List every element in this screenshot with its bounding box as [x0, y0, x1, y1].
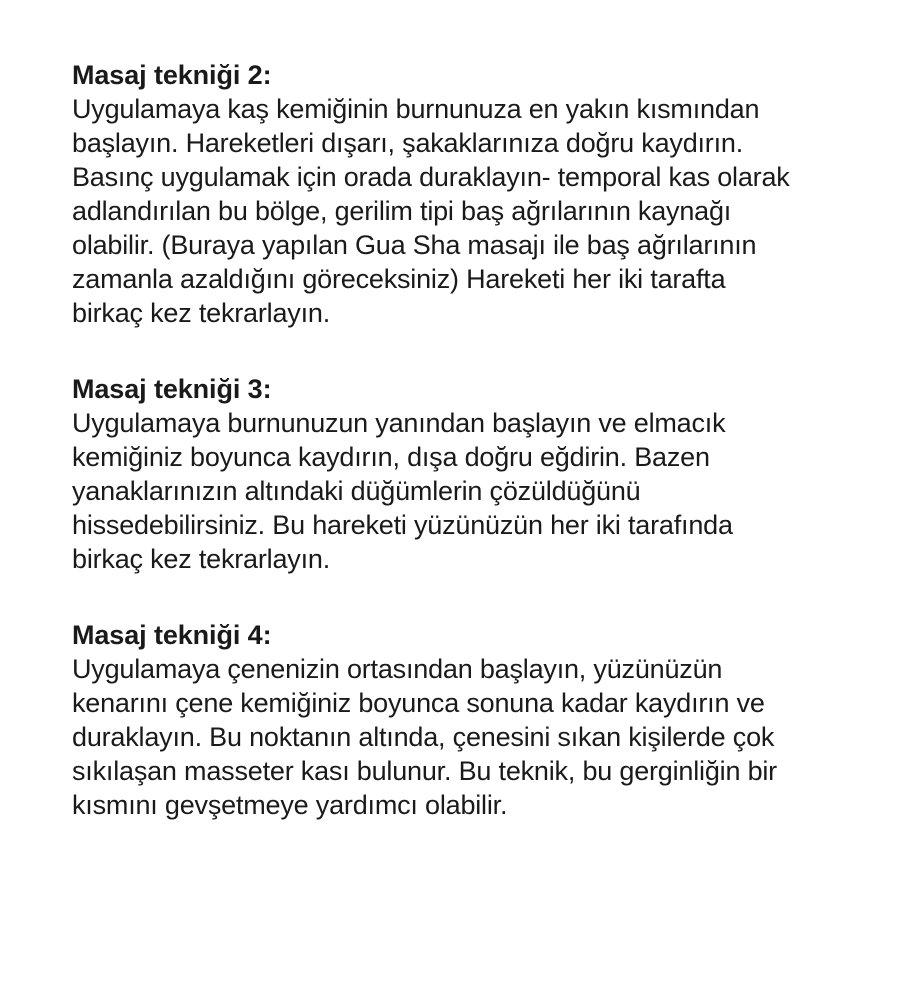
text-line: Uygulamaya çenenizin ortasından başlayın, yüzünüzün [72, 654, 723, 684]
section-title: Masaj tekniği 2: [72, 60, 272, 90]
text-line: Basınç uygulamak için orada duraklayın- temporal kas olarak [72, 162, 790, 192]
text-line: Uygulamaya burnunuzun yanından başlayın ve elmacık [72, 408, 726, 438]
text-line: sıkılaşan masseter kası bulunur. Bu teknik, bu gerginliğin bir [72, 756, 777, 786]
text-line: kısmını gevşetmeye yardımcı olabilir. [72, 790, 508, 820]
text-line: Uygulamaya kaş kemiğinin burnunuza en yakın kısmından [72, 94, 760, 124]
section-body [72, 92, 882, 330]
text-line: adlandırılan bu bölge, gerilim tipi baş ağrılarının kaynağı [72, 196, 732, 226]
text-line: hissedebilirsiniz. Bu hareketi yüzünüzün her iki tarafında [72, 510, 733, 540]
section-technique-2 [72, 58, 882, 330]
text-line: duraklayın. Bu noktanın altında, çenesini sıkan kişilerde çok [72, 722, 775, 752]
text-line: olabilir. (Buraya yapılan Gua Sha masajı ile baş ağrılarının [72, 230, 757, 260]
section-body [72, 652, 882, 822]
section-body [72, 406, 882, 576]
text-line: başlayın. Hareketleri dışarı, şakaklarınıza doğru kaydırın. [72, 128, 744, 158]
section-technique-4 [72, 618, 882, 822]
text-line: zamanla azaldığını göreceksiniz) Hareketi her iki tarafta [72, 264, 726, 294]
text-line: birkaç kez tekrarlayın. [72, 298, 330, 328]
text-line: kemiğiniz boyunca kaydırın, dışa doğru eğdirin. Bazen [72, 442, 710, 472]
text-line: kenarını çene kemiğiniz boyunca sonuna kadar kaydırın ve [72, 688, 765, 718]
section-technique-3 [72, 372, 882, 576]
text-line: birkaç kez tekrarlayın. [72, 544, 330, 574]
section-title: Masaj tekniği 3: [72, 374, 272, 404]
section-title: Masaj tekniği 4: [72, 620, 272, 650]
text-line: yanaklarınızın altındaki düğümlerin çözüldüğünü [72, 476, 641, 506]
document-page [72, 58, 882, 864]
